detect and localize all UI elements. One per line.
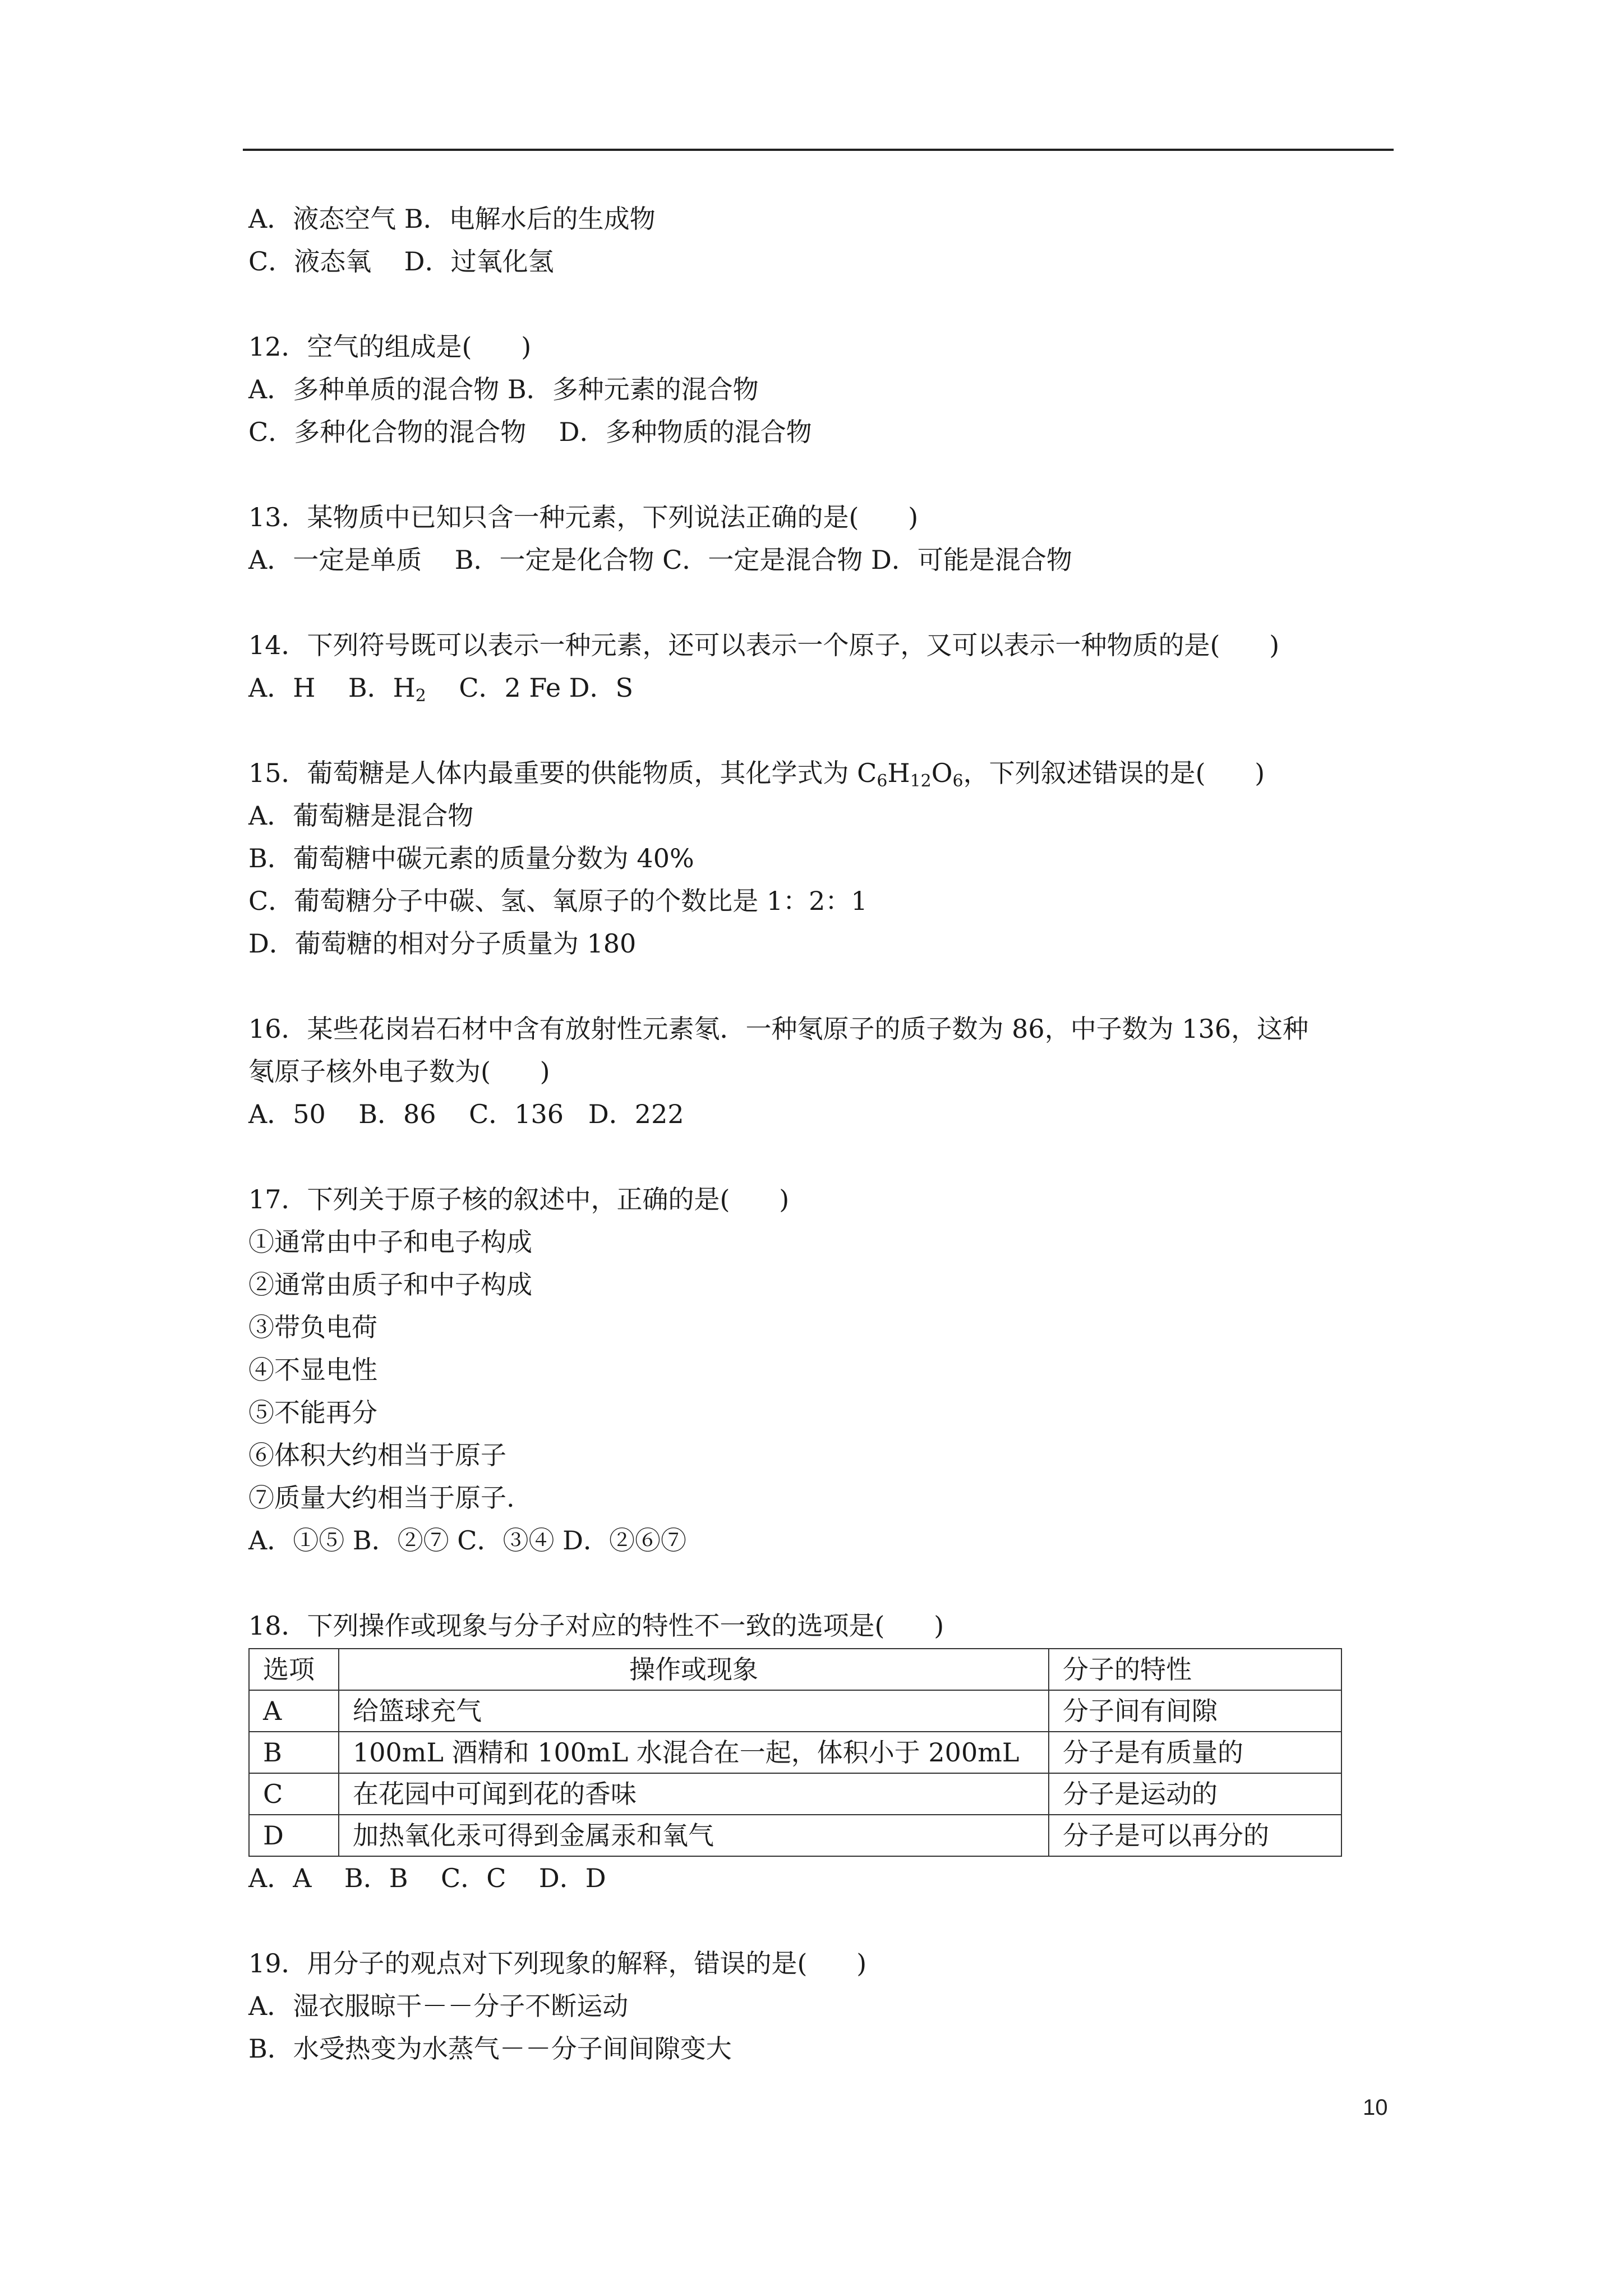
- q15-option-a: A．葡萄糖是混合物: [248, 800, 474, 831]
- q17-item-6: ⑥体积大约相当于原子: [248, 1440, 506, 1470]
- q15-stem-after: ，下列叙述错误的是( ): [963, 758, 1265, 788]
- table-row: [249, 1690, 1341, 1732]
- q12-stem: 12．空气的组成是( ): [248, 332, 532, 362]
- q15-stem: [248, 752, 1426, 794]
- table-cell: 加热氧化汞可得到金属汞和氧气: [339, 1815, 1049, 1856]
- table-cell: D: [249, 1815, 339, 1856]
- q15-option-b: B．葡萄糖中碳元素的质量分数为 40%: [248, 843, 694, 873]
- q16-stem-line-1: 16．某些花岗岩石材中含有放射性元素氡．一种氡原子的质子数为 86，中子数为 136，这种: [248, 1014, 1309, 1044]
- q11-options-line-1: A．液态空气 B．电解水后的生成物: [248, 204, 656, 234]
- table-cell: 分子是运动的: [1049, 1773, 1341, 1815]
- q17-options: A．①⑤ B．②⑦ C．③④ D．②⑥⑦: [248, 1525, 686, 1556]
- table-row: [249, 1732, 1341, 1773]
- table-header-cell: 分子的特性: [1049, 1649, 1341, 1690]
- q15-option-c: C．葡萄糖分子中碳、氢、氧原子的个数比是 1：2：1: [248, 886, 868, 916]
- q15-formula-o: O: [931, 758, 953, 788]
- table-cell: C: [249, 1773, 339, 1815]
- q14-options-cd: C．2 Fe D．S: [426, 673, 634, 703]
- q17-item-3: ③带负电荷: [248, 1312, 377, 1342]
- q19-option-b: B．水受热变为水蒸气－－分子间间隙变大: [248, 2033, 732, 2064]
- q19-option-a: A．湿衣服晾干－－分子不断运动: [248, 1991, 629, 2021]
- q17-item-7: ⑦质量大约相当于原子.: [248, 1483, 515, 1513]
- q15-option-d: D．葡萄糖的相对分子质量为 180: [248, 928, 637, 959]
- q18-table: [248, 1648, 1342, 1857]
- q17-item-1: ①通常由中子和电子构成: [248, 1227, 532, 1257]
- q16-stem-line-2: 氡原子核外电子数为( ): [248, 1056, 550, 1087]
- q14-stem: 14．下列符号既可以表示一种元素，还可以表示一个原子，又可以表示一种物质的是( ): [248, 630, 1280, 660]
- q14-subscript: 2: [415, 686, 426, 706]
- q15-formula-h: H: [887, 758, 910, 788]
- table-header-cell: 选项: [249, 1649, 339, 1690]
- table-row: [249, 1773, 1341, 1815]
- table-cell: 分子是有质量的: [1049, 1732, 1341, 1773]
- q18-stem: 18．下列操作或现象与分子对应的特性不一致的选项是( ): [248, 1611, 944, 1641]
- q16-options: A．50 B．86 C．136 D．222: [248, 1099, 684, 1129]
- table-cell: A: [249, 1690, 339, 1732]
- q13-options: A．一定是单质 B．一定是化合物 C．一定是混合物 D．可能是混合物: [248, 545, 1072, 575]
- table-row: [249, 1815, 1341, 1856]
- q14-options: [248, 666, 1426, 709]
- q17-stem: 17．下列关于原子核的叙述中，正确的是( ): [248, 1184, 790, 1214]
- q13-stem: 13．某物质中已知只含一种元素，下列说法正确的是( ): [248, 502, 919, 532]
- q19-stem: 19．用分子的观点对下列现象的解释，错误的是( ): [248, 1948, 867, 1978]
- page-number: 10: [1363, 2095, 1388, 2120]
- q17-item-4: ④不显电性: [248, 1355, 377, 1385]
- table-header-cell: 操作或现象: [339, 1649, 1049, 1690]
- q15-formula-sub-h: 12: [910, 771, 932, 791]
- table-cell: 分子间有间隙: [1049, 1690, 1341, 1732]
- q12-options-line-2: C．多种化合物的混合物 D．多种物质的混合物: [248, 417, 812, 447]
- header-rule: [243, 149, 1394, 151]
- q17-item-2: ②通常由质子和中子构成: [248, 1269, 532, 1300]
- table-cell: 100mL 酒精和 100mL 水混合在一起，体积小于 200mL: [339, 1732, 1049, 1773]
- q14-options-ab: A．H B．H: [248, 673, 416, 703]
- q15-formula-sub-c: 6: [877, 771, 888, 791]
- q15-stem-before: 15．葡萄糖是人体内最重要的供能物质，其化学式为 C: [248, 758, 877, 788]
- table-header-row: [249, 1649, 1341, 1690]
- table-cell: 给篮球充气: [339, 1690, 1049, 1732]
- q17-item-5: ⑤不能再分: [248, 1397, 377, 1428]
- q18-options: A．A B．B C．C D．D: [248, 1863, 606, 1893]
- q15-formula-sub-o: 6: [952, 771, 963, 791]
- q12-options-line-1: A．多种单质的混合物 B．多种元素的混合物: [248, 374, 759, 404]
- table-cell: B: [249, 1732, 339, 1773]
- table-cell: 分子是可以再分的: [1049, 1815, 1341, 1856]
- q11-options-line-2: C．液态氧 D．过氧化氢: [248, 246, 554, 277]
- page-content: [248, 197, 1426, 2070]
- table-cell: 在花园中可闻到花的香味: [339, 1773, 1049, 1815]
